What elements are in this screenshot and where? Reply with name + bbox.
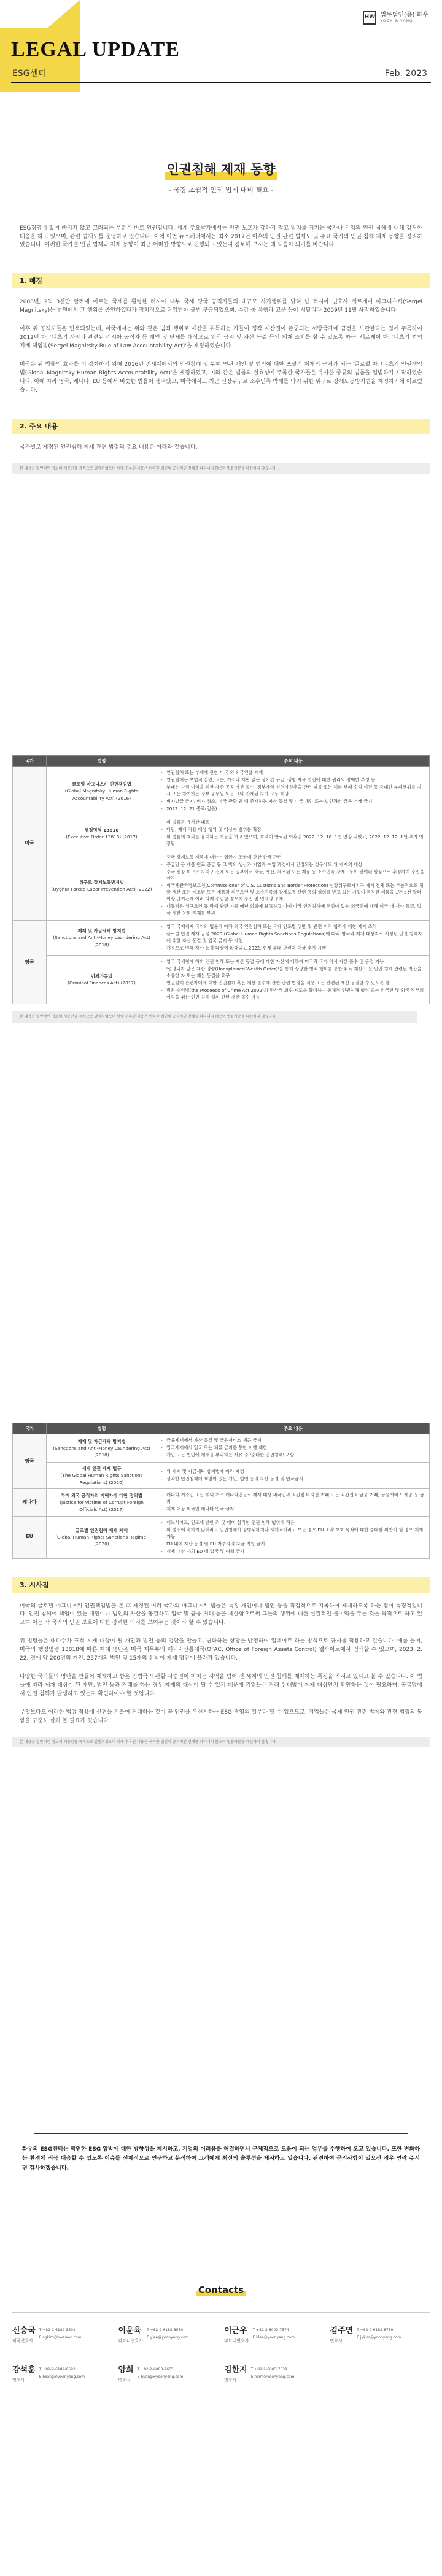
firm-name-en: YOON & YANG	[380, 19, 413, 24]
country-cell: 캐나다	[13, 1489, 47, 1517]
list-item: - 대통령은 위구르인 등 박해 관련 자를 매년 의회에 보고하고 이에 따라 인권침해에 책임이 있는 외국인에 대해 미국 내 재산 동결, 입국 제한 등의 제재를 부과	[161, 903, 425, 917]
closing-paragraph: 화우의 ESG센터는 막연한 ESG 압박에 대한 방향성을 제시하고, 기업의 어려움을 해결하면서 구체적으로 도움이 되는 업무를 수행하여 오고 있습니다. 또한 변화하는 환경에 적극 대응할 수 있도록 이슈를 선제적으로 연구하고 분석하여 고객에게 최선의 솔루션을 제시하고 있습니다. 관련하여 문의사항이 있으신 경우 연락 주시면 감사하겠습니다.	[22, 2146, 420, 2172]
table-header-country: 국가	[13, 1423, 47, 1434]
implications-paragraph-1: 미국의 글로벌 마그니츠키 인권책임법을 본 떠 제정된 여러 국가의 마그니츠키 법들은 특정 개인이나 법인 등을 직접적으로 지목하여 제재하도록 하는 점이 특징적입니다. 인권 침해에 책임이 있는 개인이나 법인의 자산을 동결하고 입국 및 금융 거래 등을 제한함으로써 그들의 행위에 대한 실질적인 불이익을 주는 것을 목적으로 하고 있으며 이는 각 국가의 인권 보호에 대한 강력한 의지를 보여주는 것이라 할 수 있습니다.	[20, 1603, 422, 1626]
law-content-cell	[157, 816, 430, 851]
law-name-cell: 범죄가공법 (Criminal Finances Act) (2017)	[47, 955, 157, 1004]
document-title-block	[0, 160, 442, 195]
country-cell: EU	[13, 1516, 47, 1558]
table-header-content: 주요 내용	[157, 756, 430, 767]
contact-phone: T +82-2-6182-8592	[39, 2367, 76, 2372]
list-item: - 인권침해 관련자에게 대한 인권침해 혹은 재산 몰수에 관한 관련 법령을 적용 또는 관련된 재산 동결할 수 있도록 함	[161, 980, 425, 987]
list-item: - 개인 또는 법인에 제재를 부과하는 사유 중 '중대한 인권침해' 포함	[161, 1452, 425, 1459]
list-item: - 글로벌 인권 제재 규정 2020 (Global Human Rights Sanctions Regulations)에 따라 영국과 제재 대상자로 지정된 인권 침해자에 대한 자산 동결 및 입국 금지 등 시행	[161, 931, 425, 945]
list-item: - 위 제재 및 자금세탁 방지법에 따라 제정	[161, 1469, 425, 1476]
law-content-cell	[157, 1463, 430, 1489]
section-heading-main-content: 2. 주요 내용	[12, 419, 430, 434]
law-name-cell: 세계 인권 제재 법규 (The Global Human Rights Sanctions Regulations) (2020)	[47, 1463, 157, 1489]
law-name-cell: 글로벌 인권침해 제재 체제 (Global Human Rights Sanctions Regime) (2020)	[47, 1516, 157, 1558]
country-cell: 영국	[13, 1434, 47, 1489]
list-item: - 금융제재에서 자산 동결 및 금융서비스 제공 금지	[161, 1437, 425, 1444]
contact-name: 김한지	[224, 2365, 247, 2375]
list-item: - 입국제재에서 입국 또는 체류 금지를 통한 이행 제한	[161, 1445, 425, 1452]
law-name-cell: 제재 및 자금세탁 방지법 (Sanctions and Anti-Money Laundering Act) (2018)	[47, 921, 157, 956]
contact-card	[224, 2364, 324, 2385]
contact-phone: T +82-2-6182-8501	[39, 2328, 76, 2333]
section-heading-implications: 3. 시사점	[12, 1577, 430, 1593]
law-content-cell	[157, 1434, 430, 1463]
law-content-cell	[157, 851, 430, 920]
contact-email[interactable]: E jykim@yoonyang.com	[357, 2335, 401, 2340]
table-row	[13, 921, 430, 956]
contact-email[interactable]: E ylee@yoonyang.com	[147, 2335, 189, 2340]
list-item: - 중국 강제노동 제품에 대한 수입금지 조항에 관한 한국 관련	[161, 854, 425, 861]
contact-card	[118, 2325, 219, 2346]
newsletter-date: Feb. 2023	[384, 69, 427, 79]
law-name-cell: 행정명령 13818 (Executive Order 13818) (2017)	[47, 816, 157, 851]
contacts-grid	[12, 2312, 430, 2385]
header-divider	[11, 82, 431, 83]
contact-role: 미국변호사	[12, 2338, 33, 2344]
implications-paragraph-3: 다양한 국가들의 명단을 만들어 제재하고 함은 입법국의 관할 사법권이 미치는 지역을 넘어 전 세계의 인권 침해를 제재하는 특징을 가지고 있다고 볼 수 있습니다. 이 법들에 따라 제재 대상이 된 개인, 법인 등과 거래를 하는 경우 제재의 대상이 될 수 있기 때문에 기업들은 거래 상대방이 제재 대상인지 확인하는 것이 필요하며, 공급망에서 인권 침해가 발생하고 있는지 확인하여야 할 것입니다.	[20, 1674, 422, 1698]
list-item: - 개정으로 인해 자산 동결 대상이 확대되고 2022. 현재 부패 관련자 대상 추가 시행	[161, 945, 425, 952]
implications-paragraph-2: 위 법령들은 대다수가 표적 제재 대상이 될 개인과 법인 등의 명단을 만들고, 변화하는 상황을 반영하여 업데이트 하는 방식으로 규제를 적용하고 있습니다. 예를 들어, 미국의 행정명령 13818에 따른 제재 명단은 미국 재무부의 해외자산통제국(OFAC, Office of Foreign Assets Control) 웹사이트에서 검색할 수 있으며, 2023. 2. 22. 경에 약 200명의 개인, 257개의 법인 및 15개의 선박이 제재 명단에 올라가 있습니다.	[20, 1638, 422, 1662]
list-item: - 제노사이드, 인도에 반한 죄 및 대미 심각한 인권 침해 행위에 적용	[161, 1520, 425, 1526]
contact-email[interactable]: E klee@yoonyang.com	[252, 2335, 295, 2340]
contact-phone: T +82-2-6003-7574	[252, 2328, 289, 2333]
document-subtitle: - 국경 초월적 인권 법제 대비 필요 -	[168, 185, 274, 194]
contact-email[interactable]: E hyang@yoonyang.com	[137, 2374, 184, 2379]
contacts-title: Contacts	[12, 2283, 430, 2297]
list-item: - 비자발급 금지, 비자 취소, 미국 관할 권 내 존재하는 자산 동결 및 미국 개인 또는 법인과의 금융 거래 금지	[161, 799, 425, 805]
law-content-cell	[157, 955, 430, 1004]
list-item: - 인권침해 또는 부패에 관한 미국 외 외국인을 제재	[161, 770, 425, 776]
list-item: - 미국세관국경보호청(Commissioner of U.S. Customs and Border Protection) 신장위구르자치구 에서 전체 또는 부분적으로 채굴 생산 또는 제조된 모든 제품과 위구르인 및 소수민족의 강제노동 관련 등의 혐의를 받고 있는 기업이 특정한 제품을 1만 5천 달러 이상 단기간에 여러 차례 수입할 경우에 수입 및 업체명 공개	[161, 883, 425, 903]
contact-phone: T +82-2-6003-7539	[250, 2367, 287, 2372]
list-item: - 영국 국제제재 국가의 법률에 따라 외국 인권침해 또는 국제 인도법 위반 및 관련 지역 협력에 대한 제재 조치	[161, 924, 425, 930]
disclaimer-footnote: 본 내용은 일반적인 정보의 제공만을 목적으로 발행되었으며 이에 수록된 내용은 어떠한 법인의 공식적인 견해를 나타내지 않으며 법률자문을 대신하지 않습니다.	[12, 463, 430, 474]
table-row	[13, 851, 430, 920]
law-content-cell	[157, 1516, 430, 1558]
background-paragraph-1: 2008년, 2억 3천만 달러에 이르는 국세를 횡령한 러시아 내부 국세 당국 공직자들의 대규모 사기행위를 밝혀 낸 러시아 변호사 세르게이 마그니츠키(Sergei Magnitsky)는 법원에서 그 행위를 증언하였다가 정치적으로 탄압받아 불법 구금되었으며, 수감 중 폭행과 고문 등에 시달리다 2009년 11월 사망하였습니다.	[20, 299, 422, 314]
table-row	[13, 955, 430, 1004]
list-item: - 캐나다 거주인 또는 해외 거주 캐나다인들로 제재 대상 외국인과 직간접적 자산 거래 또는 직간접적 금융 거래, 금융서비스 제공 등 금지	[161, 1492, 425, 1506]
list-item: - 영국 국세청에 해외 인권 침해 또는 재산 동결 등에 대한 자산에 대하여 미국과 국가 역시 자산 몰수 및 동결 가능	[161, 959, 425, 965]
contact-role: 파트너변호사	[118, 2338, 144, 2344]
intro-paragraph: ESG경영에 있어 빠지지 않고 고려되는 부분은 바로 인권입니다. 세계 주요국가에서는 인권 보호가 강하지 않고 법치를 지키는 국가나 기업의 인권 침해에 대해 강경한 대응을 하고 있으며, 관련 법제도를 운영하고 있습니다. 이에 이번 뉴스레터에서는 최소 2017년 이후의 인권 관련 법제도 및 주요 국가의 인권 침해 제재 동향을 정리하였습니다. 이러한 국가별 인권 법제와 제재 동향이 최근 어떠한 방향으로 진행되고 있는지 검토해 보시는 데 도움이 되기를 바랍니다.	[20, 225, 422, 249]
contacts-section	[12, 2283, 430, 2385]
list-item: - 위 법률과 유사한 내용	[161, 819, 425, 826]
contact-name: 김주연	[330, 2326, 354, 2336]
background-paragraph-3: 미국은 위 법률의 효과를 더 강화하기 위해 2016년 전세계에서의 인권침해 및 부패 연관 개인 및 법인에 대한 포괄적 제재의 근거가 되는 '글로벌 마그니츠키 인권책임법(Global Magnitsky Human Rights Accountability Act)'을 제정하였고, 이와 같은 법률의 실효성에 주목한 국가들은 유사한 종류의 법률을 입법하기 시작하였습니다. 이에 따라 영국, 캐나다, EU 등에서 비슷한 법률이 생겨났고, 미국에서도 최근 신장위구르 소수민족 박해를 막기 위한 위구르 강제노동방지법을 제정하기에 이르렀습니다.	[20, 362, 422, 393]
document-title: 인권침해 제재 동향	[165, 160, 278, 180]
country-cell: 미국	[13, 767, 47, 921]
contact-phone: T +82-2-6003-7655	[137, 2367, 174, 2372]
law-name-cell: 글로벌 마그니츠키 인권책임법 (Global Magnitsky Human Rights Accountability Act) (2016)	[47, 767, 157, 816]
contact-card	[118, 2364, 219, 2385]
closing-divider	[34, 2133, 408, 2134]
list-item: - 범죄 수익법(the Proceeds of Crime Act 2002)의 민사적 회수 제도를 확대하여 총체적 인권침해 행위 또는 외국인 및 외국 정부의 이익을 위한 인권 침해 행위 관련 재산 몰수 가능	[161, 988, 425, 1001]
contact-name: 이윤육	[118, 2326, 142, 2336]
contact-phone: T +82-2-6182-8759	[357, 2328, 394, 2333]
list-item: - 인권침해는 초법적 살인, 고문, 기소나 재판 없는 장기간 구금, 생명 자유 안전에 대한 권리의 명백한 부정 등	[161, 777, 425, 784]
closing-block	[0, 2133, 442, 2173]
table-row	[13, 816, 430, 851]
firm-logo	[363, 11, 428, 25]
list-item: - 2022. 12. 21 종료(일몰)	[161, 806, 425, 813]
table-row	[13, 1463, 430, 1489]
contact-email[interactable]: E hkim@yoonyang.com	[250, 2374, 295, 2379]
implications-paragraph-4: 무엇보다도 이러한 법령 적용에 선견을 기울여 거래하는 것이 곧 인권을 우선시하는 ESG 경영의 일부라 할 수 있으므로, 기업들은 국제 인권 관련 법제와 관련 법령의 동향을 꾸준히 살펴 볼 필요가 있습니다.	[20, 1709, 422, 1724]
list-item: - 제재 대상 외국인 캐나다 입국 금지	[161, 1506, 425, 1513]
list-item: - '설명되지 않은 재산 명령(Unexplained Wealth Order)'을 통해 상당한 범죄 행위를 통한 취득 재산 또는 인권 침해 관련된 자산을 소유한 자 또는 재산 동결을 요구	[161, 966, 425, 980]
contact-card	[12, 2364, 112, 2385]
law-name-cell: 제재 및 자금세탁 방지법 (Sanctions and Anti-Money Laundering Act) (2018)	[47, 1434, 157, 1463]
table-header-law: 법령	[47, 756, 157, 767]
list-item: - 다만, 제재 적용 대상 행위 및 대상자 범위를 확장	[161, 827, 425, 834]
law-name-cell: 부패 외국 공직자의 피해자에 대한 정의법 (Justice for Victims of Corrupt Foreign Officials Act) (2017)	[47, 1489, 157, 1517]
table-header-country: 국가	[13, 756, 47, 767]
newsletter-subtitle: ESG센터	[12, 69, 47, 79]
header	[0, 0, 442, 92]
section-heading-background: 1. 배경	[12, 273, 430, 288]
law-content-cell	[157, 921, 430, 956]
contact-name: 양희	[118, 2365, 134, 2375]
list-item: - 심각한 인권침해에 책임이 있는 개인, 법인 등의 자산 동결 및 입국금지	[161, 1476, 425, 1483]
disclaimer-footnote: 본 내용은 일반적인 정보의 제공만을 목적으로 발행되었으며 이에 수록된 내용은 어떠한 법인의 공식적인 견해를 나타내지 않으며 법률자문을 대신하지 않습니다.	[12, 1011, 417, 1022]
contact-role: 변호사	[12, 2378, 25, 2383]
firm-name-kr: 법무법인(유) 화우	[380, 12, 428, 19]
contact-role: 변호사	[224, 2378, 237, 2383]
country-cell: 영국	[13, 921, 47, 1004]
contact-email[interactable]: E hkang@yoonyang.com	[39, 2374, 85, 2379]
table-header-content: 주요 내용	[157, 1423, 430, 1434]
law-table-2	[0, 1423, 442, 1747]
list-item: - 부패는 사적 이익을 위한 재산 공공 자산 몰수, 정부계약 천연자원추출 관련 뇌물 또는 해외 부패 수익 이전 등 중대한 부패행위를 지시 또는 참여하는 정부 공무원 또는 그와 관계된 자가 모두 해당	[161, 784, 425, 798]
table-row	[13, 1489, 430, 1517]
law-content-cell	[157, 1489, 430, 1517]
contact-card	[330, 2325, 430, 2346]
contact-role: 파트너변호사	[224, 2338, 249, 2344]
table-row	[13, 1434, 430, 1463]
background-paragraph-2: 이후 위 공직자들은 면책되었는데, 미국에서는 위와 같은 범죄 행위로 재산을 취득하는 자들이 정작 재산권이 존중되는 서방국가에 금전을 보관한다는 점에 주목하여 2012년 마그니츠키 사망과 관련된 러시아 공직자 등 개인 및 단체를 대상으로 입국 금지 및 자산 동결 등의 제재 조치를 할 수 있도록 하는 '세르게이 마그니츠키 법의 지배 책임법(Sergei Magnitsky Rule of Law Accountability Act)'을 제정하였습니다.	[20, 326, 422, 350]
table-row	[13, 767, 430, 816]
contact-name: 이근우	[224, 2326, 247, 2336]
list-item: - EU 내에 자산 동결 및 EU 거주자의 자금 지원 금지	[161, 1541, 425, 1548]
table-row	[13, 1516, 430, 1558]
contact-role: 변호사	[118, 2378, 131, 2383]
list-item: - 중국 신장 위구르 자치구 전체 또는 일부에서 채굴, 생산, 제조된 모든 제품 등 소수민족 강제노동이 관여된 상품으로 추정하여 수입을 금지	[161, 869, 425, 883]
law-content-cell	[157, 767, 430, 816]
newsletter-title: LEGAL UPDATE	[11, 38, 180, 61]
list-item: - 위 범주에 속하지 않더라도 인권침해가 광범위하거나 체계적이라고 보는 경우 EU 조약 보호 목적에 대한 중대한 위반이 될 경우 제재 가능	[161, 1527, 425, 1541]
list-item: - 위 법률의 효과를 유지하는 가능을 하고 있으며, 효력이 만료된 이후인 2022. 12. 16. 1년 연장 되었고, 2022. 12. 12. 1년 추가 연장됨	[161, 834, 425, 848]
law-name-cell: 위구르 강제노동방지법 (Uyghur Forced Labor Prevention Act) (2022)	[47, 851, 157, 920]
main-content-paragraph: 국가별로 제정된 인권침해 제재 관련 법령의 주요 내용은 아래와 같습니다.	[20, 444, 198, 451]
contact-name: 신승국	[12, 2326, 36, 2336]
contact-name: 강석훈	[12, 2365, 36, 2375]
contact-card	[224, 2325, 324, 2346]
list-item: - 공급망 등 제품 원료 공급 등 그 밖의 생산과 기업과 수입 과정에서 인정되는 경우에도 위 제재의 대상	[161, 862, 425, 868]
contact-phone: T +82-2-6182-8550	[147, 2328, 184, 2333]
law-table-1	[0, 755, 430, 1023]
contact-email[interactable]: E sgkim@hwawoo.com	[39, 2335, 82, 2340]
contact-card	[12, 2325, 112, 2346]
table-header-law: 법령	[47, 1423, 157, 1434]
firm-logo-icon: HW	[363, 11, 376, 25]
disclaimer-footnote: 본 내용은 일반적인 정보의 제공만을 목적으로 발행되었으며 이에 수록된 내용은 어떠한 법인의 공식적인 견해를 나타내지 않으며 법률자문을 대신하지 않습니다.	[12, 1737, 430, 1747]
contact-role: 변호사	[330, 2338, 343, 2344]
list-item: - 제재 대상 자의 EU 내 입국 및 여행 금지	[161, 1549, 425, 1555]
